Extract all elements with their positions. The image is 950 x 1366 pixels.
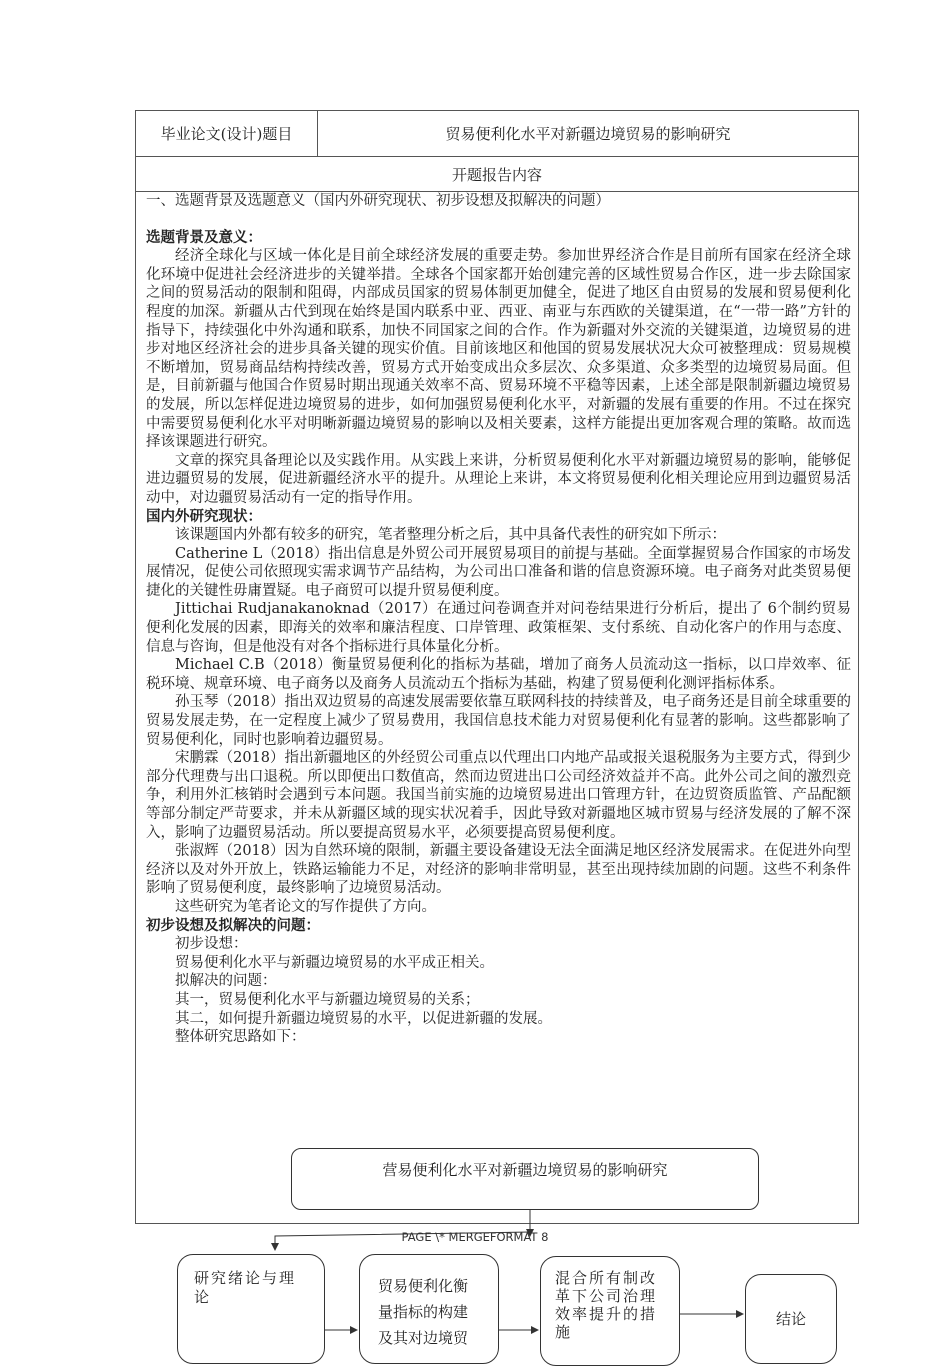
list-line: 拟解决的问题：	[175, 973, 277, 990]
title-row	[136, 111, 858, 157]
page-footer: PAGE \* MERGEFORMAT 8	[401, 1230, 549, 1244]
section-heading: 开题报告内容	[136, 157, 858, 192]
heading-research-status: 国内外研究现状：	[146, 507, 262, 525]
flowchart-box-intro: 研究绪论与理论	[177, 1254, 325, 1364]
list-line: 其二，如何提升新疆边境贸易的水平，以促进新疆的发展。	[175, 1010, 552, 1027]
report-content	[146, 192, 851, 1047]
paragraph: 文章的探究具备理论以及实践作用。从实践上来讲，分析贸易便利化水平对新疆边境贸易的影响，能够促进边疆贸易的发展，促进新疆经济水平的提升。从理论上来讲，本文将贸易便利化相关理论应用到边疆贸易活动中，对边疆贸易活动有一定的指导作用。	[146, 452, 851, 506]
paragraph: 这些研究为笔者论文的写作提供了方向。	[175, 898, 436, 915]
paragraph: 该课题国内外都有较多的研究，笔者整理分析之后，其中具备代表性的研究如下所示：	[175, 527, 726, 544]
paragraph: Catherine L（2018）指出信息是外贸公司开展贸易项目的前提与基础。全面掌握贸易合作国家的市场发展情况，促使公司依照现实需求调节产品结构，为公司出口准备和谐的信息资源环境。电子商务对此类贸易便捷化的关键性毋庸置疑。电子商贸可以提升贸易便利度。	[146, 545, 851, 599]
paragraph: 孙玉琴（2018）指出双边贸易的高速发展需要依靠互联网科技的持续普及，电子商务还是目前全球重要的贸易发展走势，在一定程度上减少了贸易费用，我国信息技术能力对贸易便利化有显著的影响。这些都影响了贸易便利化，同时也影响着边疆贸易。	[146, 694, 851, 748]
list-line: 其一，贸易便利化水平与新疆边境贸易的关系；	[175, 991, 480, 1008]
paragraph: Michael C.B（2018）衡量贸易便利化的指标为基础，增加了商务人员流动这一指标，以口岸效率、征税环境、规章环境、电子商务以及商务人员流动五个指标为基础，构建了贸易便利化测评指标体系。	[146, 657, 851, 692]
title-label: 毕业论文(设计)题目	[136, 111, 318, 156]
list-line: 贸易便利化水平与新疆边境贸易的水平成正相关。	[175, 954, 494, 971]
paragraph: 经济全球化与区域一体化是目前全球经济发展的重要走势。参加世界经济合作是目前所有国家在经济全球化环境中促进社会经济进步的关键举措。全球各个国家都开始创建完善的区域性贸易合作区，进一步去除国家之间的贸易活动的限制和阻碍，内部成员国家的贸易体制更加健全，促进了地区自由贸易的发展和贸易便利化程度的加深。新疆从古代到现在始终是国内联系中亚、西亚、南亚与东西欧的关键渠道，在“一带一路”方针的指导下，持续强化中外沟通和联系，加快不同国家之间的合作。作为新疆对外交流的关键渠道，边境贸易的进步对地区经济社会的进步具备关键的现实价值。目前该地区和他国的贸易发展状况大众可被整理成：贸易规模不断增加，贸易商品结构持续改善，贸易方式开始变成出众多层次、众多渠道、众多类型的边境贸易局面。但是，目前新疆与他国合作贸易时期出现通关效率不高、贸易环境不平稳等因素，上述全部是限制新疆边境贸易的发展，所以怎样促进边境贸易的进步，如何加强贸易便利化水平，对新疆的发展有重要的作用。不过在探究中需要贸易便利化水平对明晰新疆边境贸易的影响以及相关要素，这样方能提出更加客观合理的策略。故而选择该课题进行研究。	[146, 248, 851, 451]
list-line: 初步设想：	[175, 936, 248, 953]
heading-background: 选题背景及意义：	[146, 228, 262, 246]
flowchart-top-box: 营易便利化水平对新疆边境贸易的影响研究	[291, 1148, 759, 1210]
thesis-title: 贸易便利化水平对新疆边境贸易的影响研究	[445, 125, 731, 143]
list-line: 整体研究思路如下：	[175, 1029, 306, 1046]
intro-line: 一、选题背景及选题意义（国内外研究现状、初步设想及拟解决的问题）	[146, 193, 610, 209]
flowchart-box-measures: 混合所有制改革下公司治理效率提升的措施	[540, 1256, 680, 1366]
proposal-form	[135, 110, 859, 1224]
flowchart-box-conclusion: 结论	[745, 1274, 837, 1364]
flowchart-box-indicators: 贸易便利化衡量指标的构建及其对边境贸	[359, 1254, 499, 1364]
heading-plan: 初步设想及拟解决的问题：	[146, 916, 320, 934]
paragraph: Jittichai Rudjanakanoknad（2017）在通过问卷调查并对问卷结果进行分析后，提出了 6个制约贸易便利化发展的因素，即海关的效率和廉洁程度、口岸管理、政策框架、支付系统、自动化客户的作用与态度、信息与咨询，但是他没有对各个指标进行具体量化分析。	[146, 601, 851, 655]
paragraph: 张淑辉（2018）因为自然环境的限制，新疆主要设备建设无法全面满足地区经济发展需求。在促进外向型经济以及对外开放上，铁路运输能力不足，对经济的影响非常明显，甚至出现持续加剧的问题。这些不利条件影响了贸易便利度，最终影响了边境贸易活动。	[146, 843, 851, 897]
paragraph: 宋鹏霖（2018）指出新疆地区的外经贸公司重点以代理出口内地产品或报关退税服务为主要方式，得到少部分代理费与出口退税。所以即便出口数值高，然而边贸进出口公司经济效益并不高。此外公司之间的激烈竞争，利用外汇核销时会遇到亏本问题。我国当前实施的边境贸易进出口管理方针，在边贸资质监管、产品配额等部分制定严苛要求，并未从新疆区域的现实状况着手，因此导致对新疆地区城市贸易与经济发展的了解不深入，影响了边疆贸易活动。所以要提高贸易水平，必须要提高贸易便利度。	[146, 750, 851, 841]
